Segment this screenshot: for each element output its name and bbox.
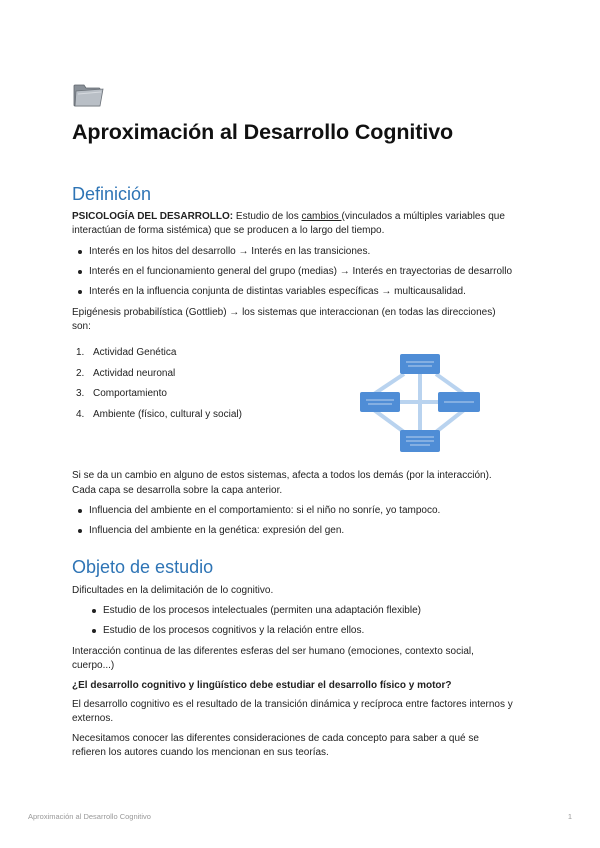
folder-icon bbox=[72, 80, 104, 108]
section-heading-objeto: Objeto de estudio bbox=[72, 557, 214, 577]
systems-list bbox=[76, 346, 242, 428]
intro-underlined: cambios bbox=[301, 211, 342, 222]
list-number: 3. bbox=[76, 388, 85, 399]
objeto-bullets bbox=[86, 604, 421, 644]
intro-text-b: (vinculados a múltiples variables que interactúan de forma sistémica) que se producen a lo largo del tiempo. bbox=[72, 211, 505, 236]
systems-diagram bbox=[360, 352, 480, 454]
influencia-bullets bbox=[72, 504, 440, 544]
list-item: Interés en los hitos del desarrollo → Interés en las transiciones. bbox=[72, 245, 512, 265]
page-title: Aproximación al Desarrollo Cognitivo bbox=[72, 120, 454, 144]
necesitamos-text: Necesitamos conocer las diferentes consideraciones de cada concepto para saber a qué se refieren los autores cuando los mencionan en sus teorías. bbox=[72, 733, 479, 758]
cambio-text-b: Cada capa se desarrolla sobre la capa anterior. bbox=[72, 485, 283, 496]
list-number: 2. bbox=[76, 367, 85, 379]
arrow-top-left bbox=[374, 374, 404, 394]
intro-text-a: Estudio de los bbox=[233, 211, 302, 222]
epigenesis-text: Epigénesis probabilística (Gottlieb) → los sistemas que interaccionan (en todas las direcciones) son: bbox=[72, 307, 496, 332]
list-number: 4. bbox=[76, 408, 85, 420]
pregunta-text: ¿El desarrollo cognitivo y lingüístico debe estudiar el desarrollo físico y motor? bbox=[72, 680, 452, 691]
list-item: Influencia del ambiente en la genética: expresión del gen. bbox=[72, 524, 440, 544]
list-item bbox=[76, 387, 242, 408]
section-heading-definicion: Definición bbox=[72, 184, 152, 204]
intro-bold-term: PSICOLOGÍA DEL DESARROLLO: bbox=[72, 211, 234, 222]
dificultades-text: Dificultades en la delimitación de lo cognitivo. bbox=[72, 585, 274, 596]
list-text: Actividad Genética bbox=[93, 347, 177, 358]
diagram-node-top bbox=[400, 354, 440, 374]
list-item: Estudio de los procesos cognitivos y la relación entre ellos. bbox=[86, 624, 421, 644]
arrow-bottom-left bbox=[374, 410, 404, 432]
list-item bbox=[76, 408, 242, 429]
list-item bbox=[76, 346, 242, 367]
arrow-top-right bbox=[436, 374, 464, 394]
list-number: 1. bbox=[76, 347, 85, 358]
interaccion-text: Interacción continua de las diferentes esferas del ser humano (emociones, contexto social, cuerpo...) bbox=[72, 646, 474, 671]
list-item: Interés en la influencia conjunta de distintas variables específicas → multicausalidad. bbox=[72, 285, 512, 305]
list-item bbox=[76, 367, 242, 388]
list-item: Influencia del ambiente en el comportamiento: si el niño no sonríe, yo tampoco. bbox=[72, 504, 440, 524]
definicion-bullets bbox=[72, 245, 512, 305]
definicion-intro bbox=[72, 210, 534, 238]
list-text: Comportamiento bbox=[93, 388, 167, 399]
list-text: Ambiente (físico, cultural y social) bbox=[93, 408, 242, 420]
footer-title: Aproximación al Desarrollo Cognitivo bbox=[28, 812, 151, 821]
cambio-text-a: Si se da un cambio en alguno de estos sistemas, afecta a todos los demás (por la interacción). bbox=[72, 470, 492, 481]
list-text: Actividad neuronal bbox=[93, 367, 176, 379]
list-item: Estudio de los procesos intelectuales (permiten una adaptación flexible) bbox=[86, 604, 421, 624]
arrow-bottom-right bbox=[436, 410, 464, 432]
diagram-node-left bbox=[360, 392, 400, 412]
page-number: 1 bbox=[567, 812, 572, 821]
list-item: Interés en el funcionamiento general del grupo (medias) → Interés en trayectorias de desarrollo bbox=[72, 265, 512, 285]
resultado-text: El desarrollo cognitivo es el resultado de la transición dinámica y recíproca entre factores internos y externos. bbox=[72, 699, 513, 724]
